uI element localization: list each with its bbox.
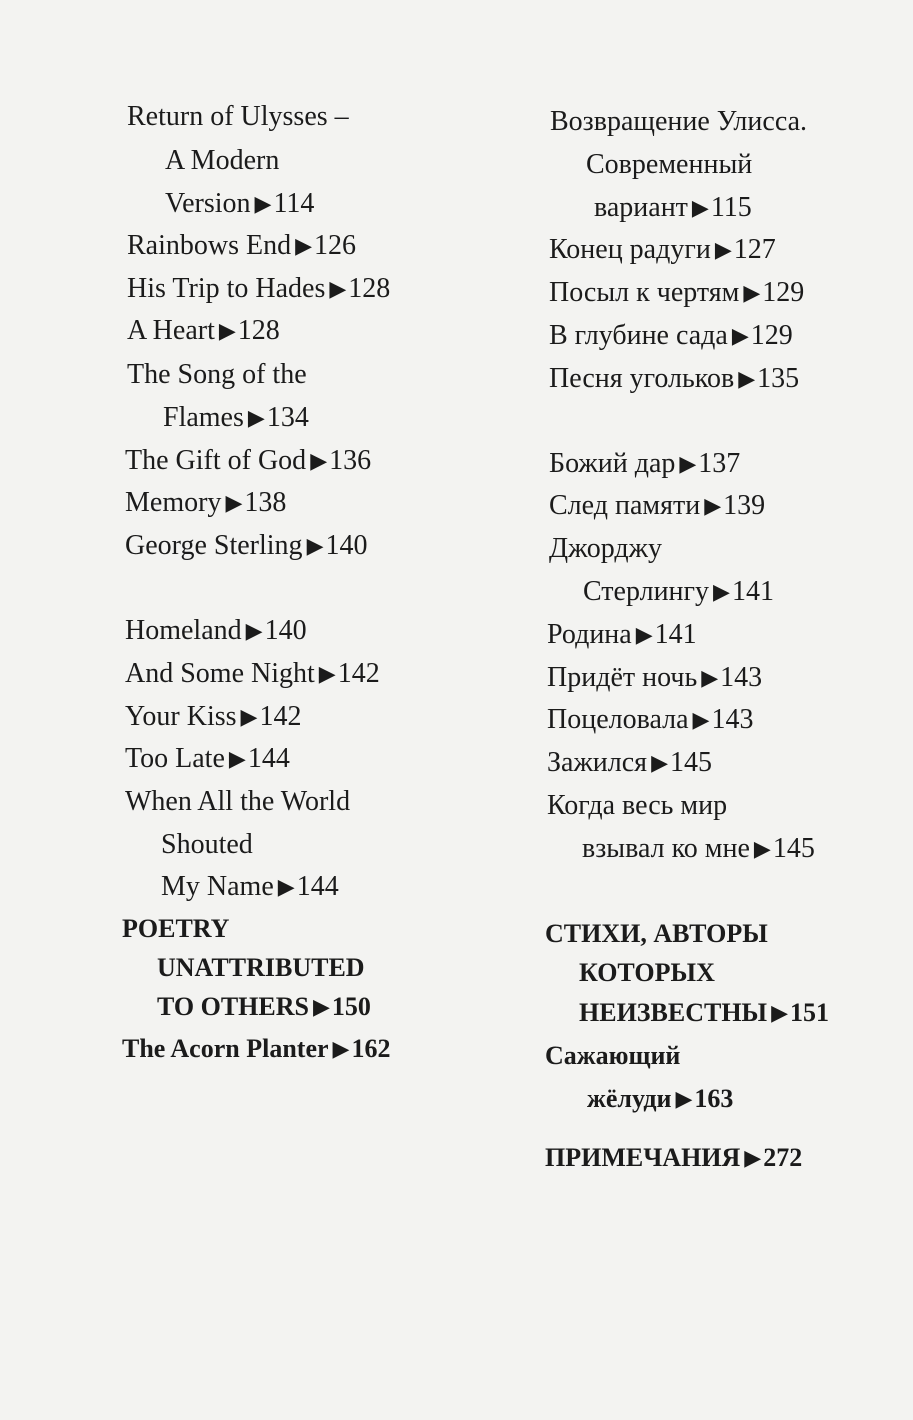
toc-entry-return-of-ulysses: Return of Ulysses – bbox=[127, 101, 349, 132]
page-number: 128 bbox=[348, 273, 391, 304]
arrow-icon: ▶ bbox=[245, 618, 263, 643]
arrow-icon: ▶ bbox=[679, 451, 697, 476]
toc-entry-pesnya-ugolkov: Песня угольков ▶135 bbox=[549, 363, 800, 394]
page-number: 141 bbox=[654, 619, 697, 650]
page-number: 129 bbox=[750, 320, 793, 351]
toc-entry-his-trip-to-hades: His Trip to Hades ▶128 bbox=[127, 273, 391, 304]
toc-entry-konets-radugi: Конец радуги ▶127 bbox=[549, 234, 776, 265]
page-number: 145 bbox=[772, 833, 815, 864]
arrow-icon: ▶ bbox=[704, 493, 722, 518]
toc-entry-too-late: Too Late ▶144 bbox=[125, 743, 290, 774]
page-number: 162 bbox=[351, 1034, 391, 1063]
toc-entry-kogda-ves-mir: Когда весь мир bbox=[547, 790, 728, 821]
toc-entry-sterlingu: Стерлингу ▶141 bbox=[583, 576, 774, 607]
page-number: 142 bbox=[259, 701, 302, 732]
toc-entry-vozvrashchenie: Возвращение Улисса. bbox=[550, 106, 808, 137]
arrow-icon: ▶ bbox=[310, 448, 328, 473]
page-number: 144 bbox=[296, 871, 339, 902]
toc-entry-rainbows-end: Rainbows End ▶126 bbox=[127, 230, 357, 261]
page-number: 141 bbox=[731, 576, 774, 607]
arrow-icon: ▶ bbox=[254, 191, 272, 216]
arrow-icon: ▶ bbox=[306, 533, 324, 558]
toc-entry-my-name: My Name ▶144 bbox=[161, 871, 339, 902]
toc-entry-sled-pamyati: След памяти ▶139 bbox=[549, 490, 766, 521]
arrow-icon: ▶ bbox=[753, 836, 771, 861]
toc-entry-gift-of-god: The Gift of God ▶136 bbox=[125, 445, 372, 476]
toc-entry-george-sterling: George Sterling ▶140 bbox=[125, 530, 368, 561]
toc-entry-a-modern: A Modern bbox=[165, 145, 280, 176]
arrow-icon: ▶ bbox=[277, 874, 295, 899]
page-number: 128 bbox=[237, 315, 280, 346]
toc-entry-flames: Flames ▶134 bbox=[163, 402, 309, 433]
toc-section-stikhi: СТИХИ, АВТОРЫ bbox=[545, 919, 768, 948]
arrow-icon: ▶ bbox=[691, 195, 709, 220]
toc-entry-when-all-the-world: When All the World bbox=[125, 786, 351, 817]
arrow-icon: ▶ bbox=[332, 1036, 350, 1061]
arrow-icon: ▶ bbox=[771, 1000, 788, 1025]
page-number: 126 bbox=[314, 230, 357, 261]
arrow-icon: ▶ bbox=[635, 622, 653, 647]
arrow-icon: ▶ bbox=[218, 318, 236, 343]
page-number: 140 bbox=[264, 615, 307, 646]
arrow-icon: ▶ bbox=[738, 366, 756, 391]
arrow-icon: ▶ bbox=[329, 276, 347, 301]
page-number: 114 bbox=[273, 188, 315, 219]
arrow-icon: ▶ bbox=[714, 237, 732, 262]
page-number: 140 bbox=[325, 530, 368, 561]
toc-entry-and-some-night: And Some Night ▶142 bbox=[125, 658, 380, 689]
arrow-icon: ▶ bbox=[240, 704, 258, 729]
arrow-icon: ▶ bbox=[744, 1145, 762, 1170]
arrow-icon: ▶ bbox=[318, 661, 336, 686]
toc-entry-memory: Memory ▶138 bbox=[125, 487, 287, 518]
toc-entry-your-kiss: Your Kiss ▶142 bbox=[125, 701, 302, 732]
page-number: 138 bbox=[244, 487, 287, 518]
toc-entry-variant: вариант ▶115 bbox=[594, 192, 752, 223]
toc-entry-zholudi: жёлуди ▶163 bbox=[587, 1084, 734, 1113]
toc-section-poetry: POETRY bbox=[122, 914, 230, 943]
toc-entry-vzyval-ko-mne: взывал ко мне ▶145 bbox=[582, 833, 815, 864]
arrow-icon: ▶ bbox=[651, 750, 668, 775]
page-number: 163 bbox=[694, 1084, 734, 1113]
toc-section-kotorykh: КОТОРЫХ bbox=[579, 958, 715, 987]
arrow-icon: ▶ bbox=[713, 579, 730, 604]
arrow-icon: ▶ bbox=[731, 323, 749, 348]
page-number: 144 bbox=[247, 743, 290, 774]
toc-entry-song-of-the: The Song of the bbox=[127, 359, 307, 390]
arrow-icon: ▶ bbox=[312, 994, 330, 1019]
toc-entry-rodina: Родина ▶141 bbox=[547, 619, 697, 650]
arrow-icon: ▶ bbox=[225, 490, 243, 515]
arrow-icon: ▶ bbox=[701, 665, 719, 690]
page-number: 151 bbox=[790, 998, 829, 1027]
arrow-icon: ▶ bbox=[743, 280, 761, 305]
arrow-icon: ▶ bbox=[295, 233, 313, 258]
page-number: 137 bbox=[698, 448, 741, 479]
toc-entry-potselovala: Поцеловала ▶143 bbox=[547, 704, 754, 735]
page-number: 139 bbox=[723, 490, 766, 521]
toc-section-neizvestny: НЕИЗВЕСТНЫ ▶151 bbox=[579, 998, 829, 1027]
page-number: 134 bbox=[266, 402, 309, 433]
arrow-icon: ▶ bbox=[247, 405, 265, 430]
toc-section-unattributed: UNATTRIBUTED bbox=[157, 953, 365, 982]
page-number: 135 bbox=[757, 363, 800, 394]
page-number: 115 bbox=[710, 192, 752, 223]
toc-entry-sovremenny: Современный bbox=[586, 149, 753, 180]
toc-entry-v-glubine-sada: В глубине сада ▶129 bbox=[549, 320, 793, 351]
page-number: 143 bbox=[720, 662, 763, 693]
page-number: 129 bbox=[762, 277, 805, 308]
toc-entry-acorn-planter: The Acorn Planter ▶162 bbox=[122, 1034, 391, 1063]
toc-entry-pridyot-noch: Придёт ночь ▶143 bbox=[547, 662, 763, 693]
arrow-icon: ▶ bbox=[692, 707, 710, 732]
arrow-icon: ▶ bbox=[228, 746, 246, 771]
toc-entry-a-heart: A Heart ▶128 bbox=[127, 315, 280, 346]
page-number: 145 bbox=[670, 747, 712, 778]
toc-entry-posyl-k-chertyam: Посыл к чертям ▶129 bbox=[549, 277, 805, 308]
page-number: 150 bbox=[331, 992, 371, 1021]
page-number: 127 bbox=[733, 234, 776, 265]
toc-entry-bozhiy-dar: Божий дар ▶137 bbox=[549, 448, 741, 479]
toc-section-primechaniya: ПРИМЕЧАНИЯ ▶272 bbox=[545, 1143, 803, 1172]
toc-entry-version: Version ▶114 bbox=[165, 188, 315, 219]
toc-entry-zazhilsya: Зажился ▶145 bbox=[547, 747, 712, 778]
toc-section-to-others: TO OTHERS ▶150 bbox=[157, 992, 371, 1021]
toc-entry-shouted: Shouted bbox=[161, 829, 253, 860]
page-number: 143 bbox=[711, 704, 754, 735]
page-number: 136 bbox=[329, 445, 372, 476]
toc-entry-sazhayushchiy: Сажающий bbox=[545, 1041, 681, 1070]
toc-entry-homeland: Homeland ▶140 bbox=[125, 615, 307, 646]
toc-entry-dzhordzhu: Джорджу bbox=[549, 533, 662, 564]
page-number: 272 bbox=[763, 1143, 803, 1172]
page-number: 142 bbox=[337, 658, 380, 689]
arrow-icon: ▶ bbox=[675, 1086, 693, 1111]
